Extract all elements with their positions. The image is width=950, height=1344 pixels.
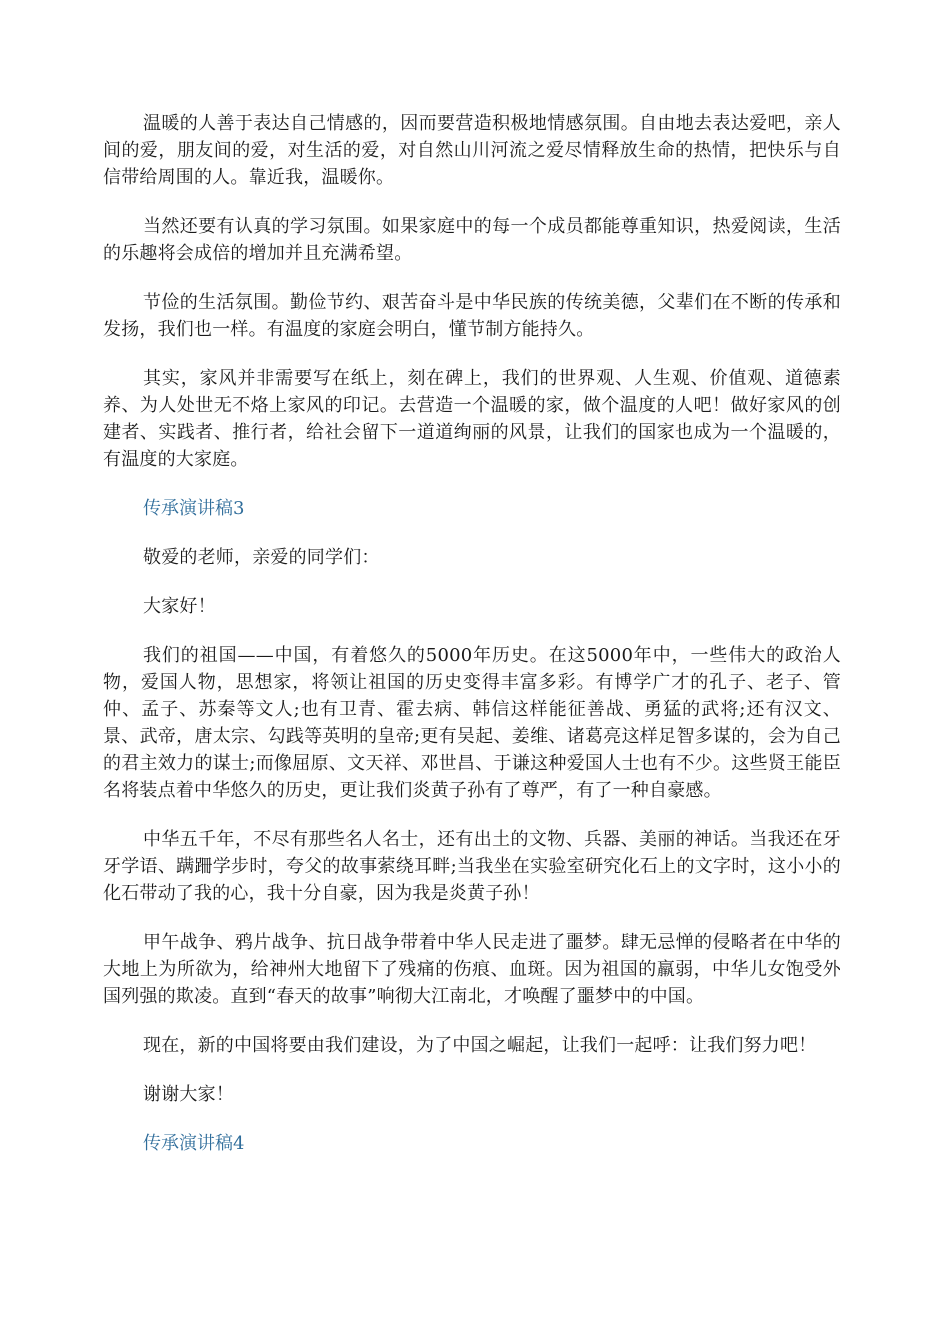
- paragraph: 甲午战争、鸦片战争、抗日战争带着中华人民走进了噩梦。肆无忌惮的侵略者在中华的大地上为所欲为，给神州大地留下了残痛的伤痕、血斑。因为祖国的羸弱，中华儿女饱受外国列强的欺凌。直到“春天的故事”响彻大江南北，才唤醒了噩梦中的中国。: [103, 932, 841, 1007]
- salutation: 敬爱的老师，亲爱的同学们：: [143, 547, 380, 568]
- paragraph: 节俭的生活氛围。勤俭节约、艰苦奋斗是中华民族的传统美德，父辈们在不断的传承和发扬，我们也一样。有温度的家庭会明白，懂节制方能持久。: [103, 292, 841, 340]
- section-heading: 传承演讲稿3: [143, 498, 245, 519]
- paragraph: 当然还要有认真的学习氛围。如果家庭中的每一个成员都能尊重知识，热爱阅读，生活的乐趣将会成倍的增加并且充满希望。: [103, 216, 841, 264]
- section-heading: 传承演讲稿4: [143, 1133, 245, 1154]
- paragraph: 温暖的人善于表达自己情感的，因而要营造积极地情感氛围。自由地去表达爱吧，亲人间的爱，朋友间的爱，对生活的爱，对自然山川河流之爱尽情释放生命的热情，把快乐与自信带给周围的人。靠近我，温暖你。: [103, 113, 841, 188]
- closing: 谢谢大家！: [143, 1084, 234, 1105]
- document-page: [103, 110, 841, 1179]
- greeting: 大家好！: [143, 596, 216, 617]
- paragraph: 现在，新的中国将要由我们建设，为了中国之崛起，让我们一起呼：让我们努力吧！: [143, 1035, 817, 1056]
- paragraph: 中华五千年，不尽有那些名人名士，还有出土的文物、兵器、美丽的神话。当我还在牙牙学语、蹒跚学步时，夸父的故事萦绕耳畔;当我坐在实验室研究化石上的文字时，这小小的化石带动了我的心，我十分自豪，因为我是炎黄子孙！: [103, 829, 841, 904]
- paragraph: 其实，家风并非需要写在纸上，刻在碑上，我们的世界观、人生观、价值观、道德素养、为人处世无不烙上家风的印记。去营造一个温暖的家，做个温度的人吧！做好家风的创建者、实践者、推行者，给社会留下一道道绚丽的风景，让我们的国家也成为一个温暖的，有温度的大家庭。: [103, 368, 841, 470]
- paragraph: 我们的祖国——中国，有着悠久的5000年历史。在这5000年中，一些伟大的政治人物，爱国人物，思想家，将领让祖国的历史变得丰富多彩。有博学广才的孔子、老子、管仲、孟子、苏秦等文人;也有卫青、霍去病、韩信这样能征善战、勇猛的武将;还有汉文、景、武帝，唐太宗、勾践等英明的皇帝;更有吴起、姜维、诸葛亮这样足智多谋的，会为自己的君主效力的谋士;而像屈原、文天祥、邓世昌、于谦这种爱国人士也有不少。这些贤王能臣名将装点着中华悠久的历史，更让我们炎黄子孙有了尊严，有了一种自豪感。: [103, 645, 841, 801]
